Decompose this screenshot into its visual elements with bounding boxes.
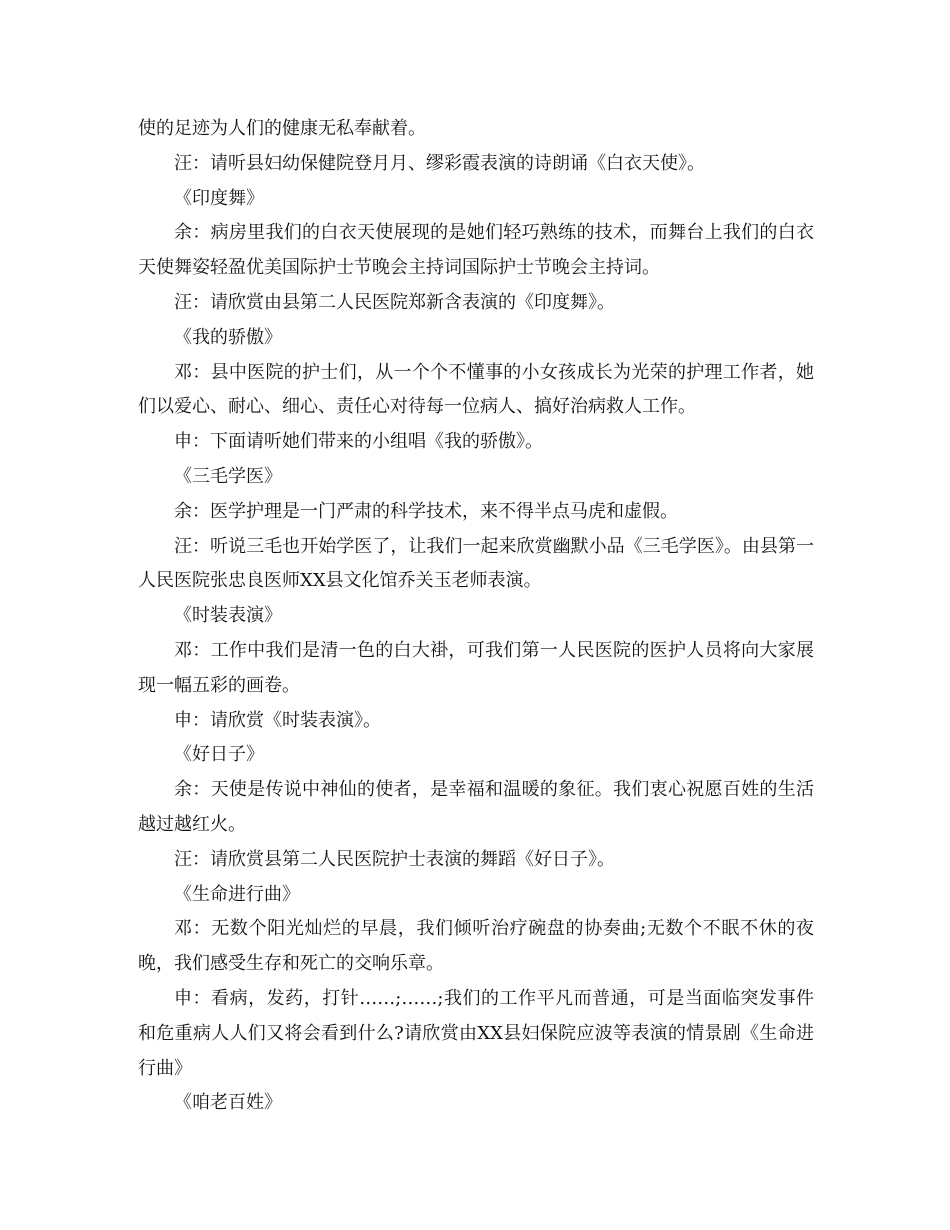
section-title: 《我的骄傲》 xyxy=(174,326,282,348)
section-title: 《三毛学医》 xyxy=(174,465,282,487)
section-title: 《好日子》 xyxy=(174,744,264,766)
paragraph: 余：病房里我们的白衣天使展现的是她们轻巧熟练的技术，而舞台上我们的白衣天使舞姿轻盈优美国际护士节晚会主持词国际护士节晚会主持词。 xyxy=(138,222,814,279)
paragraph: 余：天使是传说中神仙的使者，是幸福和温暖的象征。我们衷心祝愿百姓的生活越过越红火。 xyxy=(138,779,814,835)
paragraph: 汪：请听县妇幼保健院登月月、缪彩霞表演的诗朗诵《白衣天使》。 xyxy=(174,152,705,174)
paragraph: 汪：请欣赏县第二人民医院护士表演的舞蹈《好日子》。 xyxy=(174,848,615,870)
section-title: 《时装表演》 xyxy=(174,605,282,627)
paragraph: 汪：请欣赏由县第二人民医院郑新含表演的《印度舞》。 xyxy=(174,291,615,313)
paragraph: 邓：工作中我们是清一色的白大褂，可我们第一人民医院的医护人员将向大家展现一幅五彩的画卷。 xyxy=(138,639,814,696)
paragraph: 邓：无数个阳光灿烂的早晨，我们倾听治疗碗盘的协奏曲;无数个不眠不休的夜晚，我们感受生存和死亡的交响乐章。 xyxy=(138,918,814,975)
section-title: 《咱老百姓》 xyxy=(174,1092,282,1114)
document-page xyxy=(138,112,814,1121)
paragraph: 申：请欣赏《时装表演》。 xyxy=(174,709,381,731)
section-title: 《生命进行曲》 xyxy=(174,883,300,905)
section-title: 《印度舞》 xyxy=(174,187,264,209)
paragraph: 邓：县中医院的护士们，从一个个不懂事的小女孩成长为光荣的护理工作者，她们以爱心、耐心、细心、责任心对待每一位病人、搞好治病救人工作。 xyxy=(138,361,814,418)
paragraph: 申：下面请听她们带来的小组唱《我的骄傲》。 xyxy=(174,431,543,453)
paragraph: 使的足迹为人们的健康无私奉献着。 xyxy=(138,118,426,139)
paragraph: 汪：听说三毛也开始学医了，让我们一起来欣赏幽默小品《三毛学医》。由县第一人民医院张忠良医师XX县文化馆乔关玉老师表演。 xyxy=(138,535,814,592)
paragraph: 申：看病，发药，打针……;……;我们的工作平凡而普通，可是当面临突发事件和危重病人人们又将会看到什么?请欣赏由XX县妇保院应波等表演的情景剧《生命进行曲》 xyxy=(138,987,814,1079)
paragraph: 余：医学护理是一门严肃的科学技术，来不得半点马虎和虚假。 xyxy=(174,500,678,522)
